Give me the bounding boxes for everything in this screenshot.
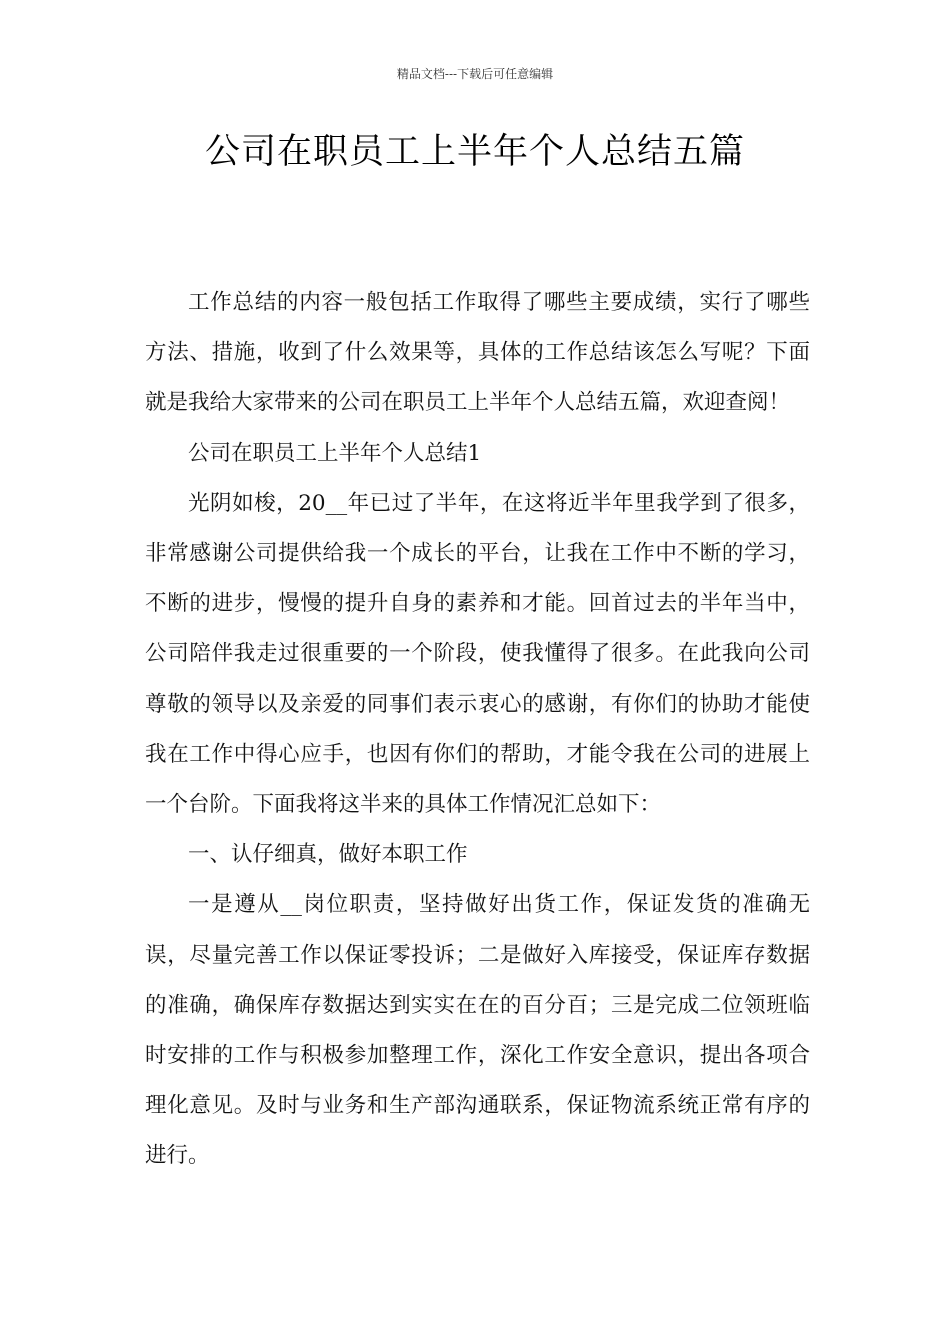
body-paragraph: 光阴如梭，20__年已过了半年，在这将近半年里我学到了很多，非常感谢公司提供给我一个成长的平台，让我在工作中不断的学习，不断的进步，慢慢的提升自身的素养和才能。回首过去的半年当中，公司陪伴我走过很重要的一个阶段，使我懂得了很多。在此我向公司尊敬的领导以及亲爱的同事们表示衷心的感谢，有你们的协助才能使我在工作中得心应手，也因有你们的帮助，才能令我在公司的进展上一个台阶。下面我将这半来的具体工作情况汇总如下： (145, 490, 810, 818)
header-note: 精品文档---下载后可任意编辑 (396, 67, 554, 81)
section-heading: 公司在职员工上半年个人总结1 (188, 440, 482, 466)
document-title: 公司在职员工上半年个人总结五篇 (204, 132, 745, 172)
subsection-heading: 一、认仔细真，做好本职工作 (188, 842, 468, 868)
body-paragraph: 一是遵从__岗位职责，坚持做好出货工作，保证发货的准确无误，尽量完善工作以保证零投诉；二是做好入库接受，保证库存数据的准确，确保库存数据达到实实在在的百分百；三是完成二位领班临时安排的工作与积极参加整理工作，深化工作安全意识，提出各项合理化意见。及时与业务和生产部沟通联系，保证物流系统正常有序的进行。 (145, 892, 810, 1169)
intro-paragraph: 工作总结的内容一般包括工作取得了哪些主要成绩，实行了哪些方法、措施，收到了什么效果等，具体的工作总结该怎么写呢？下面就是我给大家带来的公司在职员工上半年个人总结五篇，欢迎查阅！ (145, 290, 810, 416)
document-body (145, 278, 810, 1182)
